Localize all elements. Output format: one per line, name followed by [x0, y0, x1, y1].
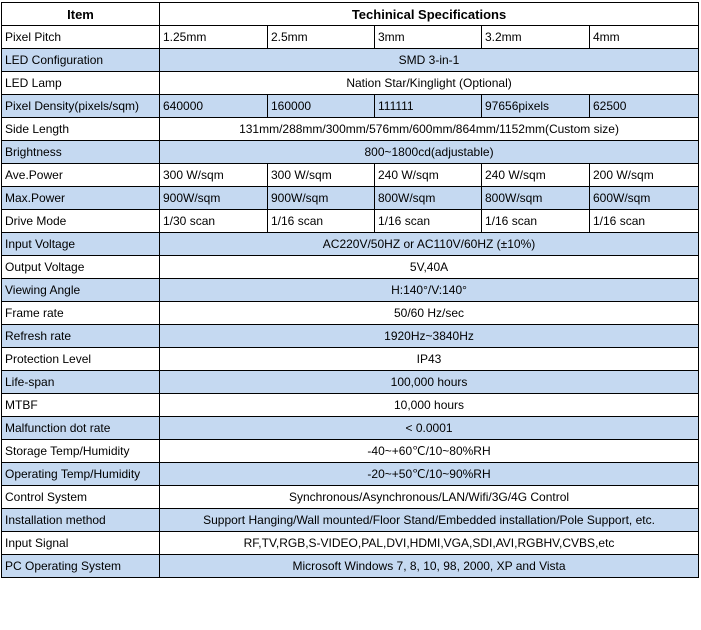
table-row — [2, 210, 699, 233]
row-label: MTBF — [2, 394, 160, 417]
row-label: Installation method — [2, 509, 160, 532]
row-value-merged: 131mm/288mm/300mm/576mm/600mm/864mm/1152mm(Custom size) — [160, 118, 699, 141]
row-value-merged: < 0.0001 — [160, 417, 699, 440]
row-value-merged: -20~+50℃/10~90%RH — [160, 463, 699, 486]
table-row — [2, 72, 699, 95]
row-value-cell: 240 W/sqm — [375, 164, 482, 187]
row-value-cell: 1/30 scan — [160, 210, 268, 233]
row-value-merged: Microsoft Windows 7, 8, 10, 98, 2000, XP and Vista — [160, 555, 699, 578]
row-label: Ave.Power — [2, 164, 160, 187]
table-row — [2, 187, 699, 210]
row-value-merged: IP43 — [160, 348, 699, 371]
row-value-merged: 100,000 hours — [160, 371, 699, 394]
table-row — [2, 233, 699, 256]
row-value-cell: 640000 — [160, 95, 268, 118]
row-label: Brightness — [2, 141, 160, 164]
row-value-merged: 1920Hz~3840Hz — [160, 325, 699, 348]
row-label: Viewing Angle — [2, 279, 160, 302]
row-label: Input Voltage — [2, 233, 160, 256]
row-value-cell: 4mm — [590, 26, 699, 49]
table-row — [2, 325, 699, 348]
table-row — [2, 279, 699, 302]
row-label: Output Voltage — [2, 256, 160, 279]
row-value-cell: 240 W/sqm — [482, 164, 590, 187]
row-value-merged: -40~+60℃/10~80%RH — [160, 440, 699, 463]
row-label: Input Signal — [2, 532, 160, 555]
row-value-merged: Synchronous/Asynchronous/LAN/Wifi/3G/4G Control — [160, 486, 699, 509]
row-label: Pixel Pitch — [2, 26, 160, 49]
row-value-cell: 300 W/sqm — [268, 164, 375, 187]
header-specifications: Techinical Specifications — [160, 3, 699, 26]
row-label: Side Length — [2, 118, 160, 141]
row-value-merged: SMD 3-in-1 — [160, 49, 699, 72]
table-row — [2, 417, 699, 440]
row-label: Drive Mode — [2, 210, 160, 233]
row-value-merged: Nation Star/Kinglight (Optional) — [160, 72, 699, 95]
row-label: Storage Temp/Humidity — [2, 440, 160, 463]
table-row — [2, 26, 699, 49]
row-value-cell: 97656pixels — [482, 95, 590, 118]
table-row — [2, 532, 699, 555]
row-value-cell: 1/16 scan — [375, 210, 482, 233]
table-row — [2, 440, 699, 463]
table-row — [2, 49, 699, 72]
table-row — [2, 141, 699, 164]
row-value-cell: 300 W/sqm — [160, 164, 268, 187]
row-label: Frame rate — [2, 302, 160, 325]
row-value-cell: 111111 — [375, 95, 482, 118]
row-label: LED Configuration — [2, 49, 160, 72]
row-label: Life-span — [2, 371, 160, 394]
row-value-merged: 10,000 hours — [160, 394, 699, 417]
row-value-merged: 50/60 Hz/sec — [160, 302, 699, 325]
table-row — [2, 164, 699, 187]
row-value-cell: 200 W/sqm — [590, 164, 699, 187]
table-row — [2, 118, 699, 141]
row-value-cell: 1/16 scan — [590, 210, 699, 233]
row-label: Refresh rate — [2, 325, 160, 348]
table-row — [2, 256, 699, 279]
row-value-cell: 900W/sqm — [268, 187, 375, 210]
row-value-merged: H:140°/V:140° — [160, 279, 699, 302]
table-row — [2, 371, 699, 394]
row-label: Malfunction dot rate — [2, 417, 160, 440]
row-value-merged: RF,TV,RGB,S-VIDEO,PAL,DVI,HDMI,VGA,SDI,AVI,RGBHV,CVBS,etc — [160, 532, 699, 555]
table-header-row — [2, 3, 699, 26]
row-value-cell: 800W/sqm — [375, 187, 482, 210]
row-label: Max.Power — [2, 187, 160, 210]
row-label: PC Operating System — [2, 555, 160, 578]
row-value-merged: 800~1800cd(adjustable) — [160, 141, 699, 164]
row-value-merged: AC220V/50HZ or AC110V/60HZ (±10%) — [160, 233, 699, 256]
row-value-cell: 600W/sqm — [590, 187, 699, 210]
header-item: Item — [2, 3, 160, 26]
table-row — [2, 95, 699, 118]
table-row — [2, 394, 699, 417]
table-row — [2, 348, 699, 371]
table-row — [2, 486, 699, 509]
row-value-cell: 1/16 scan — [268, 210, 375, 233]
row-label: Control System — [2, 486, 160, 509]
table-row — [2, 509, 699, 532]
row-value-cell: 62500 — [590, 95, 699, 118]
row-value-merged: 5V,40A — [160, 256, 699, 279]
table-body — [2, 26, 699, 578]
row-value-cell: 900W/sqm — [160, 187, 268, 210]
table-row — [2, 555, 699, 578]
row-value-cell: 3mm — [375, 26, 482, 49]
row-value-merged: Support Hanging/Wall mounted/Floor Stand/Embedded installation/Pole Support, etc. — [160, 509, 699, 532]
table-row — [2, 463, 699, 486]
row-value-cell: 1/16 scan — [482, 210, 590, 233]
row-label: LED Lamp — [2, 72, 160, 95]
row-value-cell: 800W/sqm — [482, 187, 590, 210]
specifications-table — [1, 2, 699, 578]
row-label: Pixel Density(pixels/sqm) — [2, 95, 160, 118]
row-value-cell: 2.5mm — [268, 26, 375, 49]
row-value-cell: 3.2mm — [482, 26, 590, 49]
row-label: Operating Temp/Humidity — [2, 463, 160, 486]
row-value-cell: 1.25mm — [160, 26, 268, 49]
table-row — [2, 302, 699, 325]
row-label: Protection Level — [2, 348, 160, 371]
row-value-cell: 160000 — [268, 95, 375, 118]
